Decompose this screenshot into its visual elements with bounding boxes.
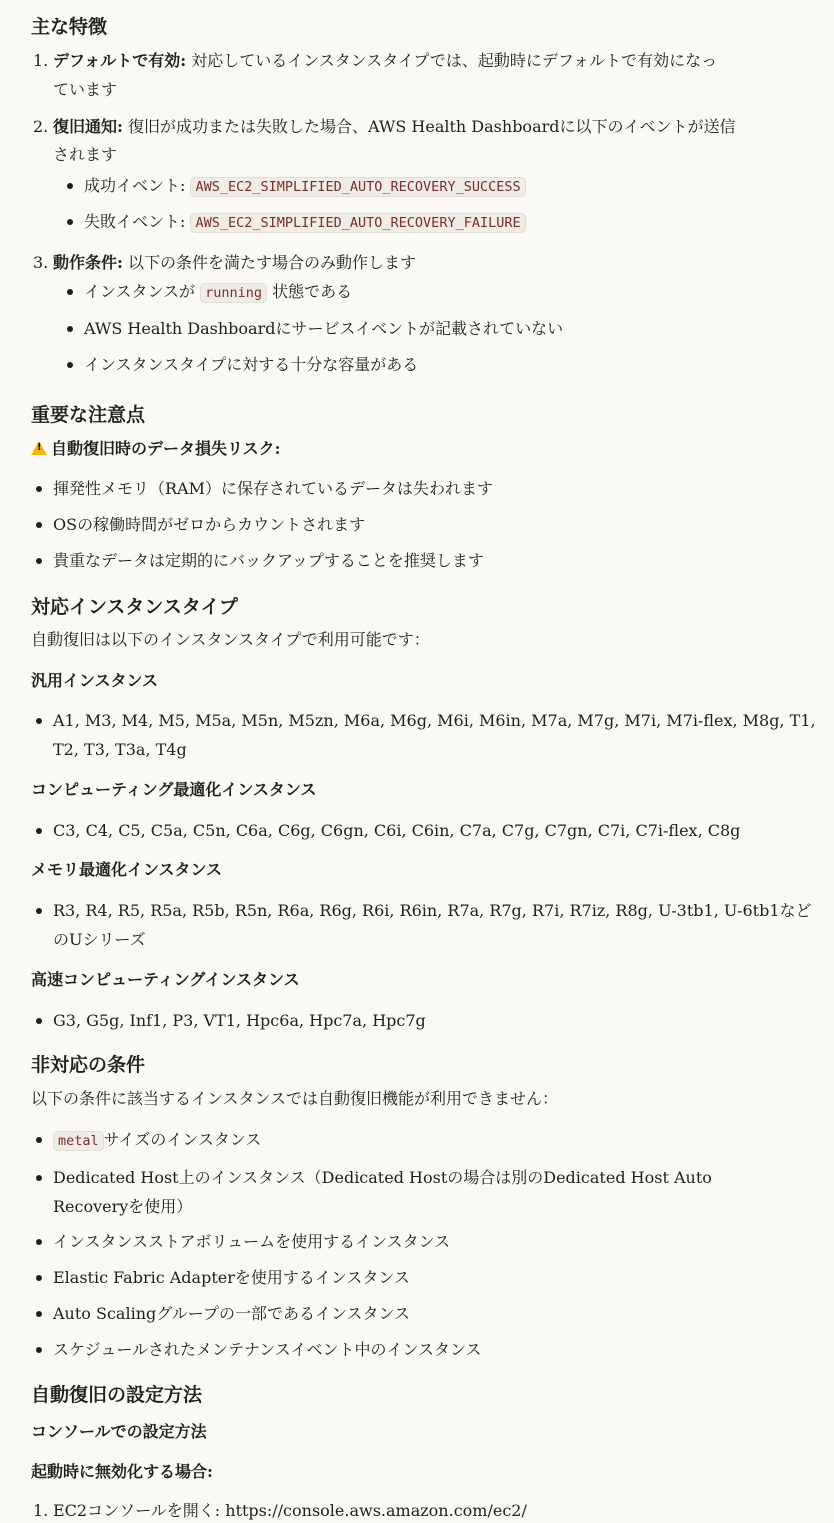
bullet-icon xyxy=(36,1347,42,1353)
bullet-icon xyxy=(36,522,42,528)
bullet-icon xyxy=(67,362,73,368)
sub-list-item xyxy=(84,280,352,305)
warning-label: 自動復旧時のデータ損失リスク: xyxy=(51,439,281,458)
item-text: 成功イベント: xyxy=(84,176,191,195)
bullet-icon xyxy=(36,1018,42,1024)
item-text: インスタンスが xyxy=(84,282,201,301)
item-label: 復旧通知: xyxy=(53,117,123,136)
list-item: 揮発性メモリ（RAM）に保存されているデータは失われます xyxy=(53,479,493,498)
subheading-disable: 起動時に無効化する場合: xyxy=(31,1462,213,1481)
bullet-icon xyxy=(36,1275,42,1281)
item-text: 復旧が成功または失敗した場合、AWS Health Dashboardに以下のイベントが送信 xyxy=(122,117,736,136)
list-item: スケジュールされたメンテナンスイベント中のインスタンス xyxy=(53,1340,482,1359)
bullet-icon xyxy=(36,1311,42,1317)
list-item: A1, M3, M4, M5, M5a, M5n, M5zn, M6a, M6g, M6i, M6in, M7a, M7g, M7i, M7i-flex, M8g, T1, xyxy=(53,711,816,730)
list-item-continued: のUシリーズ xyxy=(53,930,146,949)
list-item: インスタンスストアボリュームを使用するインスタンス xyxy=(53,1232,451,1251)
bullet-icon xyxy=(67,289,73,295)
list-item: EC2コンソールを開く: https://console.aws.amazon.com/ec2/ xyxy=(53,1501,527,1520)
heading-cautions: 重要な注意点 xyxy=(31,404,146,426)
group-title: 高速コンピューティングインスタンス xyxy=(31,970,300,989)
item-text: サイズのインスタンス xyxy=(103,1130,262,1149)
list-item: C3, C4, C5, C5a, C5n, C6a, C6g, C6gn, C6i, C6in, C7a, C7g, C7gn, C7i, C7i-flex, C8g xyxy=(53,821,741,840)
heading-setup: 自動復旧の設定方法 xyxy=(31,1384,203,1406)
inline-code: metal xyxy=(53,1131,104,1151)
list-item xyxy=(53,115,736,139)
bullet-icon xyxy=(36,486,42,492)
item-label: デフォルトで有効: xyxy=(53,51,187,70)
sub-list-item: インスタンスタイプに対する十分な容量がある xyxy=(84,355,419,374)
subheading-console: コンソールでの設定方法 xyxy=(31,1422,207,1441)
sub-list-item: AWS Health Dashboardにサービスイベントが記載されていない xyxy=(84,319,564,338)
heading-unsupported: 非対応の条件 xyxy=(31,1054,146,1076)
list-item xyxy=(53,251,416,275)
item-text: 失敗イベント: xyxy=(84,212,191,231)
list-item-continued: T2, T3, T3a, T4g xyxy=(53,740,187,759)
list-item: Dedicated Host上のインスタンス（Dedicated Hostの場合は別のDedicated Host Auto xyxy=(53,1168,712,1187)
inline-code: AWS_EC2_SIMPLIFIED_AUTO_RECOVERY_SUCCESS xyxy=(190,177,525,197)
item-label: 動作条件: xyxy=(53,253,123,272)
bullet-icon xyxy=(36,908,42,914)
paragraph: 自動復旧は以下のインスタンスタイプで利用可能です： xyxy=(31,630,430,649)
item-text: 以下の条件を満たす場合のみ動作します xyxy=(122,253,417,272)
list-item-continued: ています xyxy=(53,80,118,99)
list-number: 2. xyxy=(33,117,49,136)
paragraph: 以下の条件に該当するインスタンスでは自動復旧機能が利用できません： xyxy=(31,1089,559,1108)
list-item: OSの稼働時間がゼロからカウントされます xyxy=(53,515,366,534)
list-item-continued: Recoveryを使用） xyxy=(53,1197,193,1216)
group-title: 汎用インスタンス xyxy=(31,671,159,690)
bullet-icon xyxy=(36,1137,42,1143)
item-text: 対応しているインスタンスタイプでは、起動時にデフォルトで有効になっ xyxy=(186,51,718,70)
warning-line xyxy=(31,437,281,461)
list-item: R3, R4, R5, R5a, R5b, R5n, R6a, R6g, R6i, R6in, R7a, R7g, R7i, R7iz, R8g, U-3tb1, U-6tb1など xyxy=(53,901,812,920)
list-item xyxy=(53,1128,261,1153)
bullet-icon xyxy=(67,183,73,189)
inline-code: AWS_EC2_SIMPLIFIED_AUTO_RECOVERY_FAILURE xyxy=(190,213,525,233)
bullet-icon xyxy=(36,558,42,564)
bullet-icon xyxy=(36,1239,42,1245)
item-text: 状態である xyxy=(267,282,353,301)
list-number: 1. xyxy=(33,1501,49,1520)
group-title: メモリ最適化インスタンス xyxy=(31,860,223,879)
warning-icon xyxy=(31,441,47,455)
bullet-icon xyxy=(67,326,73,332)
list-number: 1. xyxy=(33,51,49,70)
sub-list-item xyxy=(84,174,526,199)
list-item: Auto Scalingグループの一部であるインスタンス xyxy=(53,1304,411,1323)
sub-list-item xyxy=(84,210,526,235)
list-item: Elastic Fabric Adapterを使用するインスタンス xyxy=(53,1268,410,1287)
heading-key-features: 主な特徴 xyxy=(31,16,108,38)
group-title: コンピューティング最適化インスタンス xyxy=(31,780,317,799)
list-number: 3. xyxy=(33,253,49,272)
bullet-icon xyxy=(67,219,73,225)
list-item-continued: されます xyxy=(53,145,118,164)
bullet-icon xyxy=(36,828,42,834)
list-item: 貴重なデータは定期的にバックアップすることを推奨します xyxy=(53,551,484,570)
bullet-icon xyxy=(36,718,42,724)
inline-code: running xyxy=(200,283,267,303)
list-item: G3, G5g, Inf1, P3, VT1, Hpc6a, Hpc7a, Hpc7g xyxy=(53,1011,426,1030)
heading-supported-types: 対応インスタンスタイプ xyxy=(31,596,238,618)
list-item xyxy=(53,49,717,73)
bullet-icon xyxy=(36,1175,42,1181)
